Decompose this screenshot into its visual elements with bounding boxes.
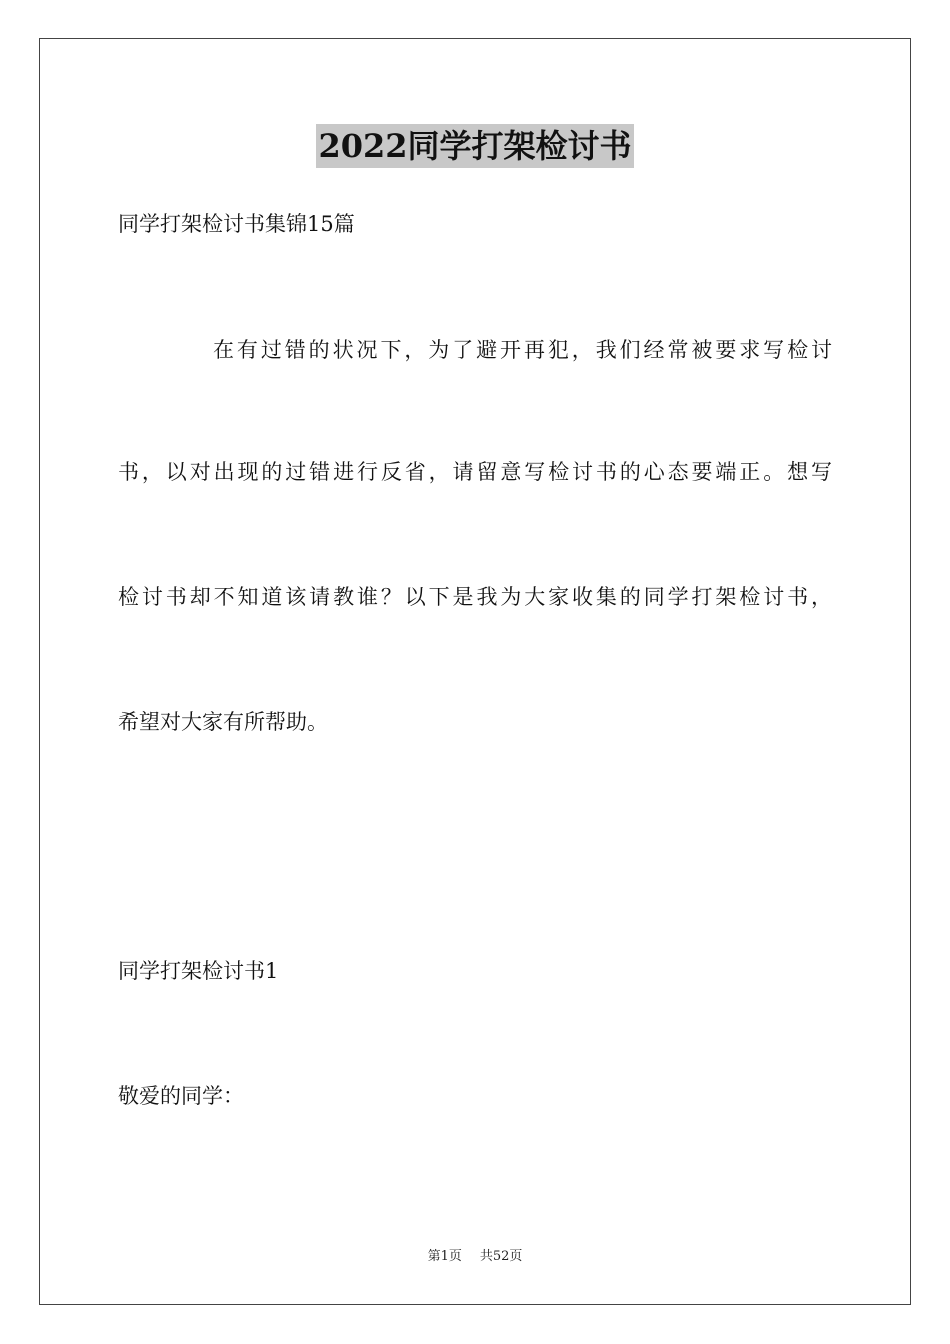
title-container (0, 124, 950, 168)
intro-line-4: 希望对大家有所帮助。 (118, 710, 328, 734)
salutation: 敬爱的同学： (118, 1084, 244, 1108)
document-subtitle: 同学打架检讨书集锦15篇 (118, 212, 355, 236)
intro-line-3: 检讨书却不知道该请教谁？以下是我为大家收集的同学打架检讨书， (118, 585, 832, 609)
document-title: 2022同学打架检讨书 (316, 124, 633, 168)
page-number-current: 第1页 (427, 1249, 462, 1264)
intro-line-2: 书，以对出现的过错进行反省，请留意写检讨书的心态要端正。想写 (118, 460, 832, 484)
page-number-total: 共52页 (479, 1249, 523, 1264)
section-heading: 同学打架检讨书1 (118, 959, 279, 983)
intro-line-1: 在有过错的状况下，为了避开再犯，我们经常被要求写检讨 (213, 338, 832, 362)
page-footer (0, 1248, 950, 1266)
